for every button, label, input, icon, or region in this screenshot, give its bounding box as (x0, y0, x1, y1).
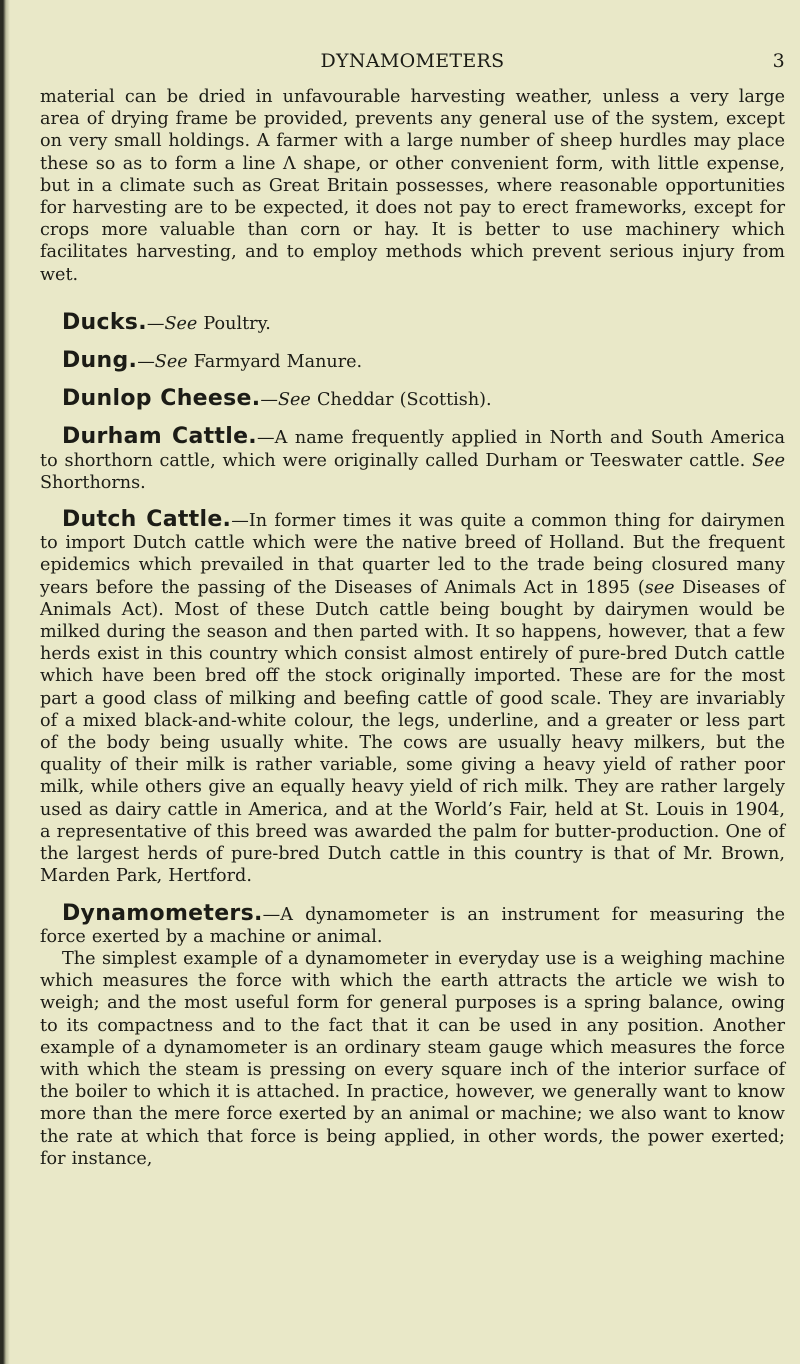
see-reference: See (277, 390, 311, 411)
see-reference: See (752, 450, 785, 471)
page-binding-edge (0, 0, 10, 1364)
entry-dutch-cattle: Dutch Cattle.—In former times it was quite a common thing for dairymen to import Dutch cattle which were the native breed of Holland. But the frequent epidemics which prevailed in that quarter led to the trade being closured many years before the passing of the Diseases of Animals Act in 1895 (see Diseases of Animals Act). Most of these Dutch cattle being bought by dairymen would be milked during the season and then parted with. It so happens, however, that a few herds exist in this country which consist almost entirely of pure-bred Dutch cattle which have been bred off the stock originally imported. These are for the most part a good class of milking and beefing cattle of good scale. They are invariably of a mixed black-and-white colour, the legs, underline, and a greater or less part of the body being usually white. The cows are usually heavy milkers, but the quality of their milk is rather variable, some giving a heavy yield of rather poor milk, while others give an equally heavy yield of rich milk. They are rather largely used as dairy cattle in America, and at the World’s Fair, held at St. Louis in 1904, a representative of this breed was awarded the palm for butter-production. One of the largest herds of pure-bred Dutch cattle in this country is that of Mr. Brown, Marden Park, Hertford. (40, 507, 785, 887)
headword-dynamometers: Dynamometers. (62, 900, 263, 926)
book-page (40, 0, 785, 1170)
see-reference: See (164, 313, 198, 334)
running-head (40, 50, 785, 86)
headword-durham-cattle: Durham Cattle. (62, 424, 257, 450)
see-reference: see (644, 577, 675, 598)
entry-ducks: Ducks.—See Poultry. (62, 309, 271, 335)
entry-dunlop-cheese: Dunlop Cheese.—See Cheddar (Scottish). (62, 386, 492, 412)
entry-dung: Dung.—See Farmyard Manure. (62, 348, 363, 374)
see-reference: See (154, 352, 188, 373)
dynamometers-paragraph-2: The simplest example of a dynamometer in everyday use is a weighing machine which measures the force with which the earth attracts the article we wish to weigh; and the most useful form for general purposes is a spring balance, owing to its compactness and to the fact that it can be used in any position. Another example of a dynamometer is an ordinary steam gauge which measures the force with which the steam is pressing on every square inch of the interior surface of the boiler to which it is attached. In practice, however, we generally want to know more than the mere force exerted by an animal or machine; we also want to know the rate at which that force is being applied, in other words, the power exerted; for instance, (40, 948, 785, 1169)
continuation-paragraph: material can be dried in unfavourable harvesting weather, unless a very large area of drying frame be provided, prevents any general use of the system, except on very small holdings. A farmer with a large number of sheep hurdles may place these so as to form a line Λ shape, or other convenient form, with little expense, but in a climate such as Great Britain possesses, where reasonable opportunities for harvesting are to be expected, it does not pay to erect frameworks, except for crops more valuable than corn or hay. It is better to use machinery which facilitates harvesting, and to employ methods which prevent serious injury from wet. (40, 87, 785, 285)
running-title: DYNAMOMETERS (320, 50, 505, 72)
headword-dung: Dung. (62, 348, 138, 374)
headword-dutch-cattle: Dutch Cattle. (62, 507, 232, 533)
page-number: 3 (772, 50, 785, 72)
entry-dynamometers: Dynamometers.—A dynamometer is an instrument for measuring the force exerted by a machine or animal. (40, 900, 785, 947)
headword-ducks: Ducks. (62, 309, 147, 335)
headword-dunlop-cheese: Dunlop Cheese. (62, 386, 261, 412)
entry-durham-cattle: Durham Cattle.—A name frequently applied in North and South America to shorthorn cattle, which were originally called Durham or Teeswater cattle. See Shorthorns. (40, 424, 785, 493)
